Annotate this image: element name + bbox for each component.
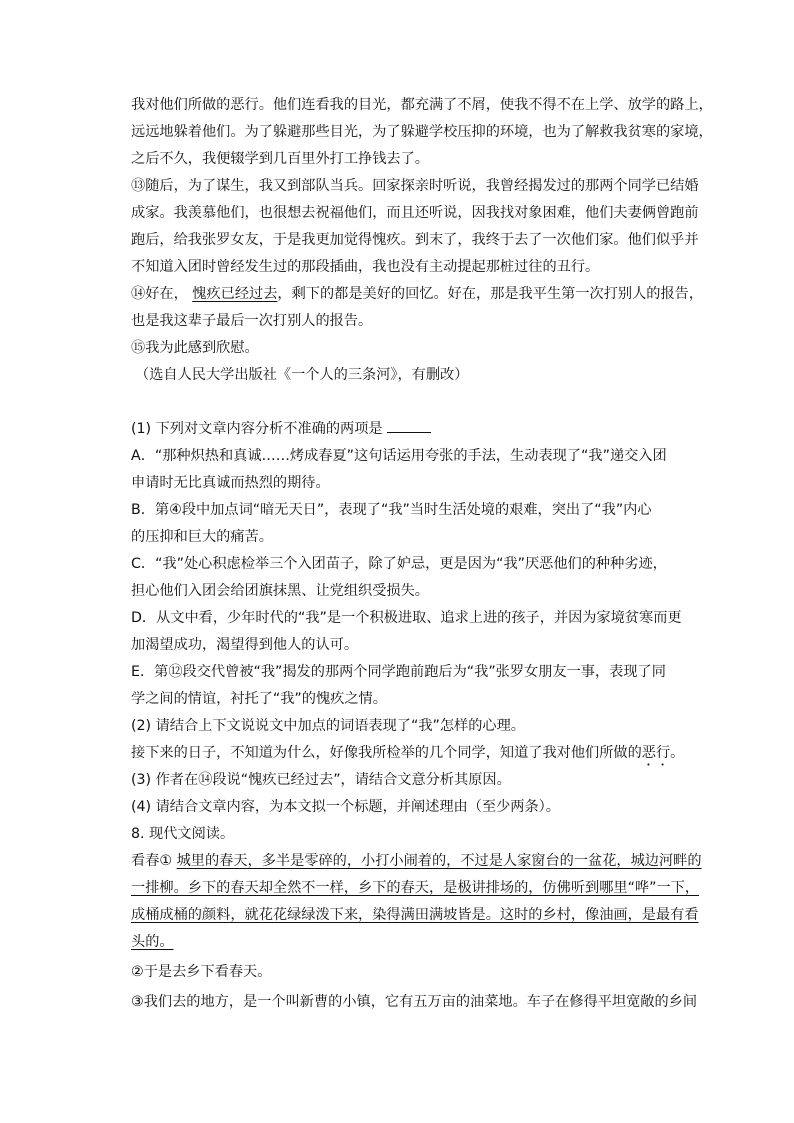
underlined-phrase: 愧疚已经过去 [192, 286, 278, 302]
paragraph-15: ⑮我为此感到欣慰。 [131, 340, 259, 356]
paragraph-1-prefix: 看春① [131, 853, 177, 869]
paragraph-13-line: ⑬随后，为了谋生，我又到部队当兵。回家探亲时听说，我曾经揭发过的那两个同学已结婚 [131, 178, 699, 194]
passage-line: 我对他们所做的恶行。他们连看我的目光，都充满了不屑，使我不得不在上学、放学的路上， [131, 97, 713, 113]
underlined-passage: 一排柳。乡下的春天却全然不一样，乡下的春天，是极讲排场的，仿佛听到哪里“哗”一下， [131, 880, 700, 896]
paragraph-13-line: 成家。我羡慕他们，也很想去祝福他们，而且还听说，因我找对象困难，他们夫妻俩曾跑前 [131, 205, 699, 221]
question-1-stem [131, 419, 431, 439]
paragraph-14-prefix: ⑭好在， [131, 286, 188, 302]
section-8-line [131, 878, 699, 898]
option-a-line: A．“那种炽热和真诚……烤成春夏”这句话运用夸张的手法，生动表现了“我”递交入团 [131, 448, 667, 464]
section-8-paragraph-3: ③我们去的地方，是一个叫新曹的小镇，它有五万亩的油菜地。车子在修得平坦宽敞的乡间 [131, 994, 698, 1010]
underlined-passage: 成桶成桶的颜料，就花花绿绿泼下来，染得满田满坡皆是。这时的乡村，像油画，是最有看 [131, 907, 699, 923]
question-2-quote [131, 743, 684, 769]
question-3: (3) 作者在⑭段说“愧疚已经过去”，请结合文意分析其原因。 [131, 772, 511, 788]
paragraph-13-line: 不知道入团时曾经发生过的那段插曲，我也没有主动提起那桩过往的丑行。 [131, 259, 600, 275]
option-c-line: C．“我”处心积虑检举三个入团苗子，除了妒忌，更是因为“我”厌恶他们的种种劣迹， [131, 556, 667, 572]
underlined-passage: 头的。 [131, 934, 174, 950]
answer-blank[interactable] [387, 419, 431, 433]
option-e-line: E．第⑫段交代曾被“我”揭发的那两个同学跑前跑后为“我”张罗女朋友一事，表现了同 [131, 664, 666, 680]
paragraph-13-line: 跑后，给我张罗女友，于是我更加觉得愧疚。到末了，我终于去了一次他们家。他们似乎并 [131, 232, 699, 248]
section-8-heading: 8. 现代文阅读。 [131, 826, 235, 842]
section-8-paragraph-2: ②于是去乡下看春天。 [131, 964, 272, 980]
passage-line: 之后不久，我便辍学到几百里外打工挣钱去了。 [131, 151, 429, 167]
section-8-line [131, 905, 699, 925]
option-b-line: 的压抑和巨大的痛苦。 [131, 529, 273, 545]
option-d-line: D．从文中看，少年时代的“我”是一个积极进取、追求上进的孩子，并因为家境贫寒而更 [131, 610, 682, 626]
quote-text: 接下来的日子，不知道为什么，好像我所检举的几个同学，知道了我对他们所做的 [131, 745, 642, 761]
question-1-text: (1) 下列对文章内容分析不准确的两项是 [131, 421, 383, 437]
section-8-line [131, 851, 702, 871]
quote-end: 。 [670, 745, 685, 761]
option-d-line: 加渴望成功，渴望得到他人的认可。 [131, 637, 359, 653]
option-b-line: B．第④段中加点词“暗无天日”，表现了“我”当时生活处境的艰难，突出了“我”内心 [131, 502, 652, 518]
option-e-line: 学之间的情谊，衬托了“我”的愧疚之情。 [131, 691, 387, 707]
paragraph-14-line: 也是我这辈子最后一次打别人的报告。 [131, 313, 373, 329]
section-8-line [131, 932, 174, 952]
underlined-passage: 城里的春天，多半是零碎的，小打小闹着的，不过是人家窗台的一盆花，城边河畔的 [176, 853, 702, 869]
dotted-word: 恶行 [641, 745, 671, 761]
option-a-line: 申请时无比真诚而热烈的期待。 [131, 475, 330, 491]
option-c-line: 担心他们入团会给团旗抹黑、让党组织受损失。 [131, 583, 429, 599]
passage-line: 远远地躲着他们。为了躲避那些目光，为了躲避学校压抑的环境，也为了解救我贫寒的家境， [131, 124, 713, 140]
question-2: (2) 请结合上下文说说文中加点的词语表现了“我”怎样的心理。 [131, 718, 525, 734]
source-citation: （选自人民大学出版社《一个人的三条河》，有删改） [135, 367, 469, 383]
paragraph-14-suffix: ，剩下的都是美好的回忆。好在，那是我平生第一次打别人的报告， [277, 286, 704, 302]
paragraph-14-line [131, 284, 703, 304]
question-4: (4) 请结合文章内容，为本文拟一个标题，并阐述理由（至少两条）。 [131, 799, 560, 815]
